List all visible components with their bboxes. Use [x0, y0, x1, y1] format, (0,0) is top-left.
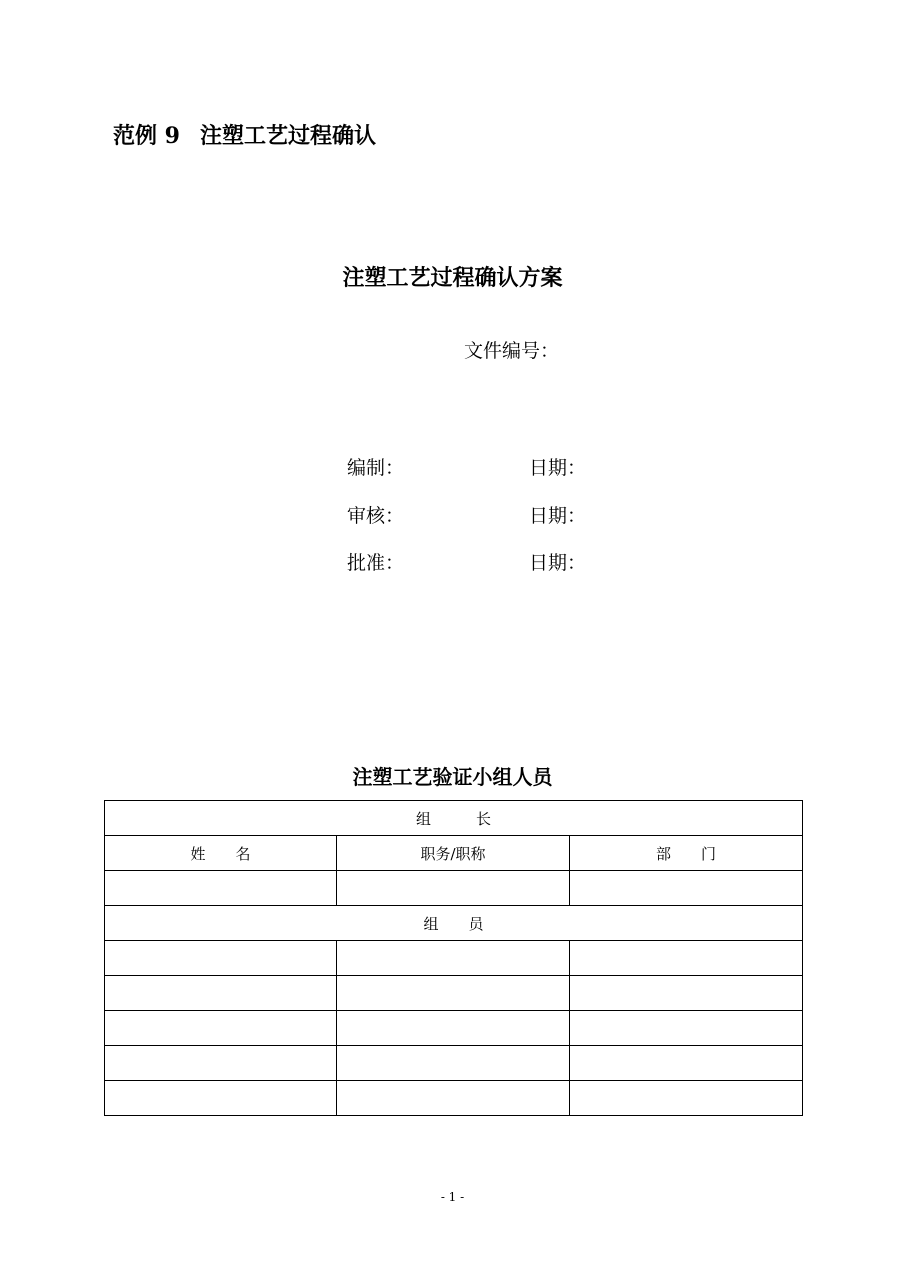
team-table-title: 注塑工艺验证小组人员 — [352, 765, 553, 789]
member-name-cell[interactable] — [105, 1011, 337, 1046]
member-row — [105, 1046, 803, 1081]
member-title-cell[interactable] — [337, 1081, 570, 1116]
member-name-cell[interactable] — [105, 1081, 337, 1116]
reviewed-by-label: 审核： — [347, 505, 405, 527]
leader-header-cell: 组 长 — [105, 801, 803, 836]
reviewed-date-label: 日期： — [529, 505, 587, 527]
leader-name-cell[interactable] — [105, 871, 337, 906]
leader-row — [105, 871, 803, 906]
member-department-cell[interactable] — [570, 976, 803, 1011]
member-header-row — [105, 906, 803, 941]
column-header-name: 姓 名 — [105, 836, 337, 871]
example-heading-text: 注塑工艺过程确认 — [199, 123, 376, 149]
member-row — [105, 941, 803, 976]
page-number: - 1 - — [440, 1190, 465, 1204]
prepared-date-label: 日期： — [529, 457, 587, 479]
approved-by-label: 批准： — [347, 552, 405, 574]
leader-title-cell[interactable] — [337, 871, 570, 906]
team-table — [104, 800, 803, 1116]
member-name-cell[interactable] — [105, 1046, 337, 1081]
member-row — [105, 976, 803, 1011]
member-department-cell[interactable] — [570, 1081, 803, 1116]
column-header-row — [105, 836, 803, 871]
member-title-cell[interactable] — [337, 976, 570, 1011]
member-department-cell[interactable] — [570, 941, 803, 976]
leader-department-cell[interactable] — [570, 871, 803, 906]
example-heading — [113, 120, 376, 152]
member-department-cell[interactable] — [570, 1046, 803, 1081]
file-number-label: 文件编号： — [464, 340, 560, 362]
column-header-title: 职务/职称 — [337, 836, 570, 871]
member-name-cell[interactable] — [105, 941, 337, 976]
prepared-by-label: 编制： — [347, 457, 405, 479]
member-title-cell[interactable] — [337, 1011, 570, 1046]
member-name-cell[interactable] — [105, 976, 337, 1011]
member-row — [105, 1081, 803, 1116]
member-title-cell[interactable] — [337, 941, 570, 976]
column-header-department: 部 门 — [570, 836, 803, 871]
example-label: 范例 9 — [113, 123, 180, 149]
leader-header-row — [105, 801, 803, 836]
member-header-cell: 组 员 — [105, 906, 803, 941]
member-department-cell[interactable] — [570, 1011, 803, 1046]
approved-date-label: 日期： — [529, 552, 587, 574]
member-title-cell[interactable] — [337, 1046, 570, 1081]
member-row — [105, 1011, 803, 1046]
document-title: 注塑工艺过程确认方案 — [342, 265, 563, 291]
